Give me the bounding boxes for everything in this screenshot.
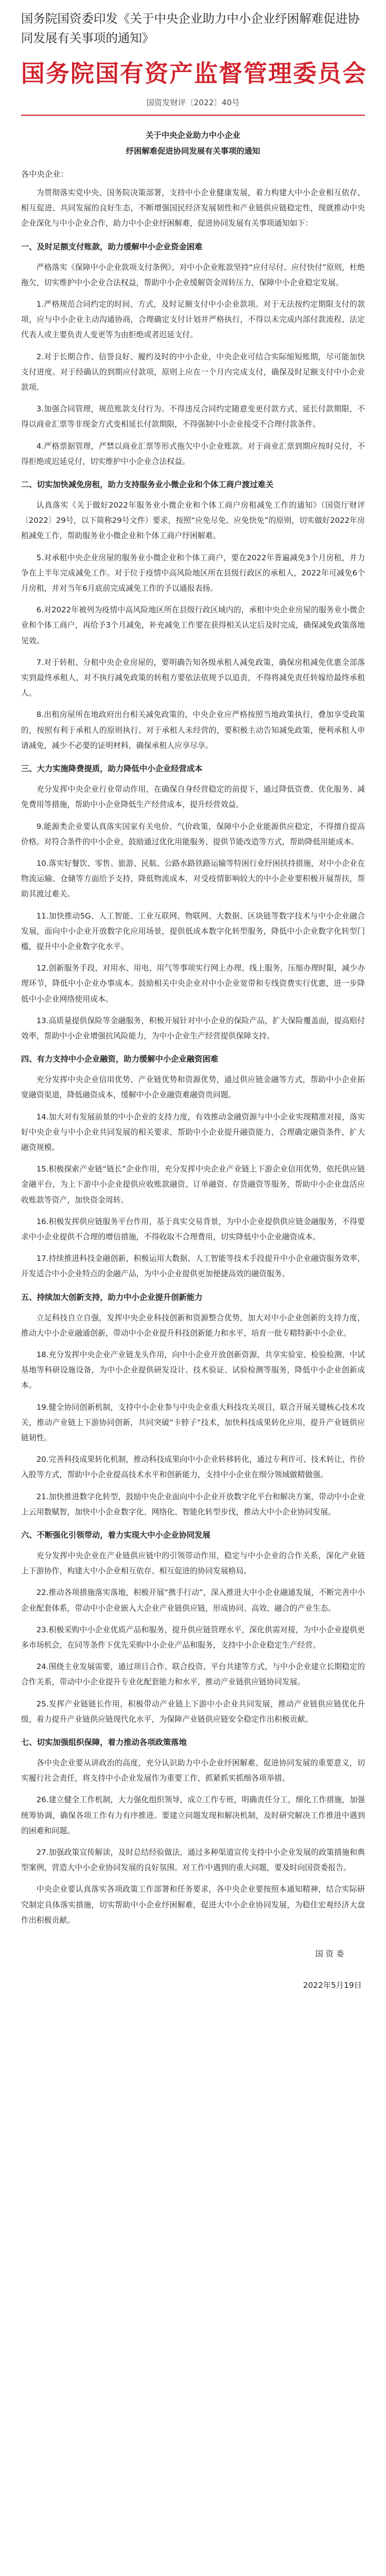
- body-paragraph: 13.高质量提供保险等金融服务，积极开展针对中小企业的保险产品，扩大保险覆盖面，提高赔付效率，帮助中小企业增强抗风险能力，为中小企业生产经营提供保障支持。: [21, 1016, 365, 1040]
- article-title: 国务院国资委印发《关于中央企业助力中小企业纾困解难促进协同发展有关事项的通知》: [21, 12, 360, 45]
- section-heading: 四、有力支持中小企业融资，助力缓解中小企业融资困难: [21, 1054, 219, 1064]
- body-paragraph: 9.能源类企业要认真落实国家有关电价、气价政策，保障中小企业能源供应稳定，不得擅自提高价格。对符合条件的中小企业，鼓励通过优化用能服务、提供节能改造等方式，帮助降低用能成本。: [21, 822, 365, 846]
- body-paragraph: 20.完善科技成果转化机制，推动科技成果向中小企业转移转化，通过专利许可、技术转让、作价入股等方式，帮助中小企业提高技术水平和创新能力，支持中小企业在细分领域做精做强。: [21, 1455, 365, 1480]
- body-paragraph: 认真落实《关于做好2022年服务业小微企业和个体工商户房租减免工作的通知》（国资厅财评〔2022〕29号，以下简称29号文件）要求，按照“应免尽免、应免快免”的原则，切实做好2022年房租减免工作，帮助服务业小微企业和个体工商户纾困解难。: [21, 501, 365, 541]
- body-paragraph: 17.持续推进科技金融创新，积极运用大数据、人工智能等技术手段提升中小企业融资服务效率，开发适合中小企业特点的金融产品，为中小企业提供更加便捷高效的融资服务。: [21, 1254, 365, 1279]
- body-paragraph: 4.严格票据管理，严禁以商业汇票等形式拖欠中小企业账款。对于商业汇票到期应按时兑付，不得拒绝或迟延兑付，切实维护中小企业合法权益。: [21, 441, 365, 466]
- notice-title-line1: 关于中央企业助力中小企业: [145, 130, 240, 140]
- body-paragraph: 3.加强合同管理，规范账款支付行为。不得违反合同约定随意变更付款方式、延长付款期限，不得以商业汇票等非现金方式变相延长付款期限，不得强制中小企业接受不合理付款条件。: [21, 405, 365, 429]
- body-paragraph: 各中央企业要从讲政治的高度，充分认识助力中小企业纾困解难、促进协同发展的重要意义，切实履行社会责任，将支持中小企业发展作为重要工作，抓紧抓实抓细各项举措。: [21, 1759, 365, 1783]
- document-header: [21, 58, 368, 109]
- intro-paragraph: 为贯彻落实党中央、国务院决策部署，支持中小企业健康发展，着力构建大中小企业相互依存、相互促进、共同发展的良好生态，不断增强国民经济发展韧性和产业链供应链稳定性，现就推动中央企业深化与中小企业合作，助力中小企业纾困解难，促进协同发展有关事项通知如下：: [21, 188, 365, 228]
- issuing-organization: 国务院国有资产监督管理委员会: [21, 59, 368, 87]
- body-paragraph: 25.发挥产业链链长作用，积极带动产业链上下游中小企业共同发展，推动产业链供应链优化升级，着力提升产业链供应链现代化水平，为保障产业链供应链安全稳定作出积极贡献。: [21, 1699, 365, 1724]
- body-paragraph: 22.推动各项措施落实落地，积极开展“携手行动”，深入推进大中小企业融通发展，不断完善中小企业配套体系，带动中小企业嵌入大企业产业链供应链，形成协同、高效、融合的产业生态。: [21, 1588, 365, 1613]
- addressee: 各中央企业：: [21, 169, 69, 179]
- body-paragraph: 充分发挥中央企业信用优势、产业链优势和资源优势，通过供应链金融等方式，帮助中小企业拓宽融资渠道，降低融资成本，缓解中小企业融资难融资贵问题。: [21, 1075, 365, 1100]
- body-paragraph: 21.加快推进数字化转型，鼓励中央企业面向中小企业开放数字化平台和解决方案，带动中小企业上云用数赋智，加快中小企业数字化、网络化、智能化转型步伐，推动大中小企业协同发展。: [21, 1492, 365, 1517]
- issue-date: 2022年5月19日: [303, 1981, 362, 1991]
- body-paragraph: 充分发挥中央企业在产业链供应链中的引领带动作用，稳定与中小企业的合作关系，深化产业链上下游协作，构建大中小企业相互依存、相互促进的协同发展格局。: [21, 1551, 365, 1576]
- body-paragraph: 23.积极采购中小企业优质产品和服务，提升供应链管理水平，深化供需对接，为中小企业提供更多市场机会，在同等条件下优先采购中小企业产品和服务，支持中小企业稳定生产经营。: [21, 1625, 365, 1650]
- section-heading: 七、切实加强组织保障，着力推动各项政策落地: [21, 1737, 187, 1747]
- body-paragraph: 2.对于长期合作、信誉良好、履约及时的中小企业，中央企业可结合实际缩短账期，尽可能加快支付进度。对于经确认的到期应付款项，原则上应在一个月内完成支付，确保及时足额支付中小企业款项。: [21, 352, 365, 392]
- body-paragraph: 26.建立健全工作机制，大力强化组织领导，成立工作专班，明确责任分工，细化工作措施，加强统筹协调，确保各项工作有力有序推进。要建立问题发现和解决机制，及时研究解决工作推进中遇到的困难和问题。: [21, 1795, 365, 1835]
- body-paragraph: 12.创新服务手段，对用水、用电、用气等事项实行网上办理、线上服务，压缩办理时限，减少办理环节，降低中小企业办事成本。鼓励相关中央企业对中小企业宽带和专线资费实行优惠，进一步降低中小企业网络使用成本。: [21, 964, 365, 1004]
- document-number: 国资发财评〔2022〕40号: [146, 98, 240, 107]
- body-paragraph: 6.对2022年被列为疫情中高风险地区所在县级行政区域内的，承租中央企业房屋的服务业小微企业和个体工商户，再给予3个月减免，补充减免工作要在获得相关认定后及时完成，确保减免政策落地见效。: [21, 605, 365, 645]
- body-paragraph: 中央企业要认真落实各项政策工作部署和任务要求，各中央企业要按照本通知精神，结合实际研究制定具体落实措施，切实帮助中小企业纾困解难，促进大中小企业协同发展，为稳住宏观经济大盘作出积极贡献。: [21, 1885, 365, 1925]
- body-paragraph: 19.健全协同创新机制，支持中小企业参与中央企业重大科技攻关项目，联合开展关键核心技术攻关，推动产业链上下游协同创新，共同突破“卡脖子”技术，加快科技成果转化应用，提升产业链供应链韧性。: [21, 1402, 365, 1442]
- body-paragraph: 14.加大对有发展前景的中小企业的支持力度，有效推动金融资源与中小企业实现精准对接，落实好中央企业与中小企业共同发展的相关要求，帮助中小企业提升融资能力，合理确定融资条件，扩大融资规模。: [21, 1112, 365, 1152]
- body-paragraph: 18.充分发挥中央企业产业链龙头作用，向中小企业开放创新资源，共享实验室、检验检测、中试基地等科研设施设备，为中小企业提供研发设计、技术验证、试验检测等服务，降低中小企业创新成本。: [21, 1350, 365, 1390]
- document-body: [21, 239, 365, 1928]
- body-paragraph: 1.严格规范合同约定的时间、方式，及时足额支付中小企业款项。对于无法按约定期限支付的款项，应与中小企业主动沟通协商，合理确定支付计划并严格执行，不得以未完成内部付款流程、法定代表人或主要负责人变更等为由拒绝或者迟延支付。: [21, 300, 365, 340]
- body-paragraph: 立足科技自立自强，发挥中央企业科技创新和资源整合优势，加大对中小企业创新的支持力度，推动大中小企业融通创新，带动中小企业提升科技创新能力和水平，培育一批专精特新中小企业。: [21, 1313, 365, 1338]
- body-paragraph: 严格落实《保障中小企业款项支付条例》，对中小企业账款坚持“应付尽付、应付快付”原则，杜绝拖欠，切实维护中小企业合法权益，帮助中小企业缓解资金周转压力，保障中小企业稳定发展。: [21, 262, 365, 287]
- body-paragraph: 8.出租房屋所在地政府出台相关减免政策的，中央企业应严格按照当地政策执行，叠加享受政策的，按照有利于承租人的原则执行。对于承租人未经营的，要积极主动告知减免政策，便利承租人申请减免，减少不必要的证明材料，确保承租人应享尽享。: [21, 710, 365, 750]
- section-heading: 三、大力实施降费提质，助力降低中小企业经营成本: [21, 764, 203, 774]
- signature: 国 资 委: [315, 1949, 344, 1959]
- section-heading: 六、不断强化引领带动，着力实现大中小企业协同发展: [21, 1530, 211, 1540]
- section-heading: 五、持续加大创新支持，助力中小企业提升创新能力: [21, 1292, 203, 1302]
- body-paragraph: 7.对于转租、分租中央企业房屋的，要明确告知各级承租人减免政策，确保房租减免优惠全部落实到最终承租人，对不执行减免政策的转租方要依法依规予以追责，不得将减免责任转嫁给最终承租人。: [21, 658, 365, 698]
- body-paragraph: 27.加强政策宣传解读，及时总结经验做法，通过多种渠道宣传支持中小企业发展的政策措施和典型案例，营造大中小企业协同发展的良好氛围。对工作中遇到的重大问题，要及时向国资委报告。: [21, 1848, 365, 1873]
- red-divider: [21, 115, 365, 116]
- section-heading: 一、及时足额支付账款，助力缓解中小企业资金困难: [21, 241, 203, 251]
- body-paragraph: 充分发挥中央企业行业带动作用，在确保自身经营稳定的前提下，通过降低资费、优化服务、减免费用等措施，帮助中小企业降低生产经营成本，提升经营效益。: [21, 785, 365, 810]
- body-paragraph: 5.对承租中央企业房屋的服务业小微企业和个体工商户，要在2022年普遍减免3个月房租，并力争在上半年完成减免工作。对于位于疫情中高风险地区所在县级行政区的承租人，2022年可减免6个月房租，并对当年6月底前完成减免工作的予以通报表扬。: [21, 553, 365, 593]
- body-paragraph: 16.积极发挥供应链服务平台作用，基于真实交易背景，为中小企业提供供应链金融服务，不得要求中小企业提供不合理的增信措施，不得收取不合理费用，切实降低中小企业融资成本。: [21, 1217, 365, 1241]
- body-paragraph: 10.落实好餐饮、零售、旅游、民航、公路水路铁路运输等特困行业纾困扶持措施，对中小企业在物流运输、仓储等方面给予支持，降低物流成本，对受疫情影响较大的中小企业要积极开展帮扶，帮助其渡过难关。: [21, 858, 365, 899]
- notice-title-line2: 纾困解难促进协同发展有关事项的通知: [126, 146, 260, 156]
- body-paragraph: 15.积极探索产业链“链长”企业作用，充分发挥中央企业产业链上下游企业信用优势，依托供应链金融平台，为上下游中小企业提供应收账款融资、订单融资、存货融资等服务，帮助中小企业盘活应收账款等资产，加快资金周转。: [21, 1165, 365, 1205]
- section-heading: 二、切实加快减免房租，助力支持服务业小微企业和个体工商户渡过难关: [21, 480, 274, 490]
- body-paragraph: 11.加快推动5G、人工智能、工业互联网、物联网、大数据、区块链等数字技术与中小企业融合发展，面向中小企业开放数字化应用场景，提供低成本数字化转型服务，降低中小企业数字化转型门槛，提升中小企业数字化水平。: [21, 911, 365, 951]
- body-paragraph: 24.围绕主业发展需要，通过项目合作、联合投资、平台共建等方式，与中小企业建立长期稳定的合作关系，带动中小企业提升专业化配套能力和水平，推动产业链供应链协同发展。: [21, 1662, 365, 1687]
